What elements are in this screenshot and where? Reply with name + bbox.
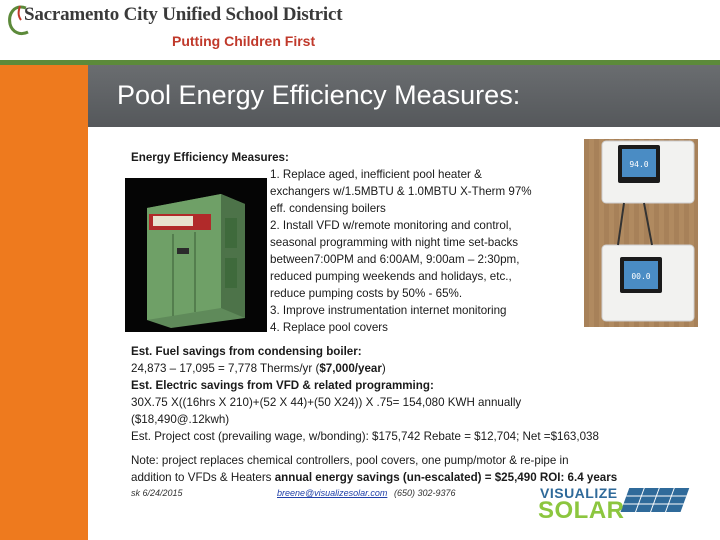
- measure-line: reduce pumping costs by 50% - 65%.: [270, 287, 463, 300]
- controller-readout-bottom: 00.0: [631, 272, 651, 281]
- left-accent-band: [0, 65, 88, 540]
- brand-solar: SOLAR: [538, 497, 625, 524]
- measure-line: exchangers w/1.5MBTU & 1.0MBTU X-Therm 97%: [270, 185, 532, 198]
- electric-savings-calc: 30X.75 X((16hrs X 210)+(52 X 44)+(50 X24)) X .75= 154,080 KWH annually: [131, 396, 522, 409]
- controller-photo: [584, 139, 698, 327]
- annual-savings-roi: annual energy savings (un-escalated) = $25,490 ROI: 6.4 years: [274, 471, 618, 484]
- author-date: sk 6/24/2015: [131, 488, 183, 498]
- fuel-savings-line: 24,873 – 17,095 = 7,778 Therms/yr ($7,000/year): [131, 362, 386, 375]
- tagline: Putting Children First: [172, 33, 316, 49]
- boiler-photo: [125, 178, 267, 332]
- contact-email-link[interactable]: breene@visualizesolar.com: [277, 488, 388, 498]
- note-line-2: addition to VFDs & Heaters annual energy savings (un-escalated) = $25,490 ROI: 6.4 years: [131, 471, 618, 484]
- measures-heading: Energy Efficiency Measures:: [131, 151, 289, 164]
- measure-line: 1. Replace aged, inefficient pool heater &: [270, 168, 482, 181]
- brand-visualize: VISUALIZE: [540, 485, 618, 501]
- measure-line: between7:00PM and 6:00AM, 9:00am – 2:30pm,: [270, 253, 520, 266]
- electric-savings-value: ($18,490@.12kwh): [131, 413, 230, 426]
- district-name: Sacramento City Unified School District: [24, 4, 343, 25]
- measure-line: reduced pumping weekends and holidays, etc.,: [270, 270, 512, 283]
- page-title: Pool Energy Efficiency Measures:: [117, 80, 521, 110]
- electric-savings-heading: Est. Electric savings from VFD & related programming:: [131, 379, 434, 392]
- fuel-savings-heading: Est. Fuel savings from condensing boiler:: [131, 345, 362, 358]
- measure-line: seasonal programming with night time set-backs: [270, 236, 519, 249]
- measure-line: eff. condensing boilers: [270, 202, 386, 215]
- fuel-savings-value: $7,000/year: [319, 362, 382, 375]
- measure-line: 4. Replace pool covers: [270, 321, 388, 334]
- project-cost-line: Est. Project cost (prevailing wage, w/bonding): $175,742 Rebate = $12,704; Net =$163,038: [131, 430, 599, 443]
- controller-readout-top: 94.0: [629, 160, 649, 169]
- measure-line: 2. Install VFD w/remote monitoring and control,: [270, 219, 512, 232]
- contact-phone: (650) 302-9376: [394, 488, 456, 498]
- header: [0, 0, 720, 60]
- measure-line: 3. Improve instrumentation internet monitoring: [270, 304, 507, 317]
- note-line-1: Note: project replaces chemical controllers, pool covers, one pump/motor & re-pipe in: [131, 454, 569, 467]
